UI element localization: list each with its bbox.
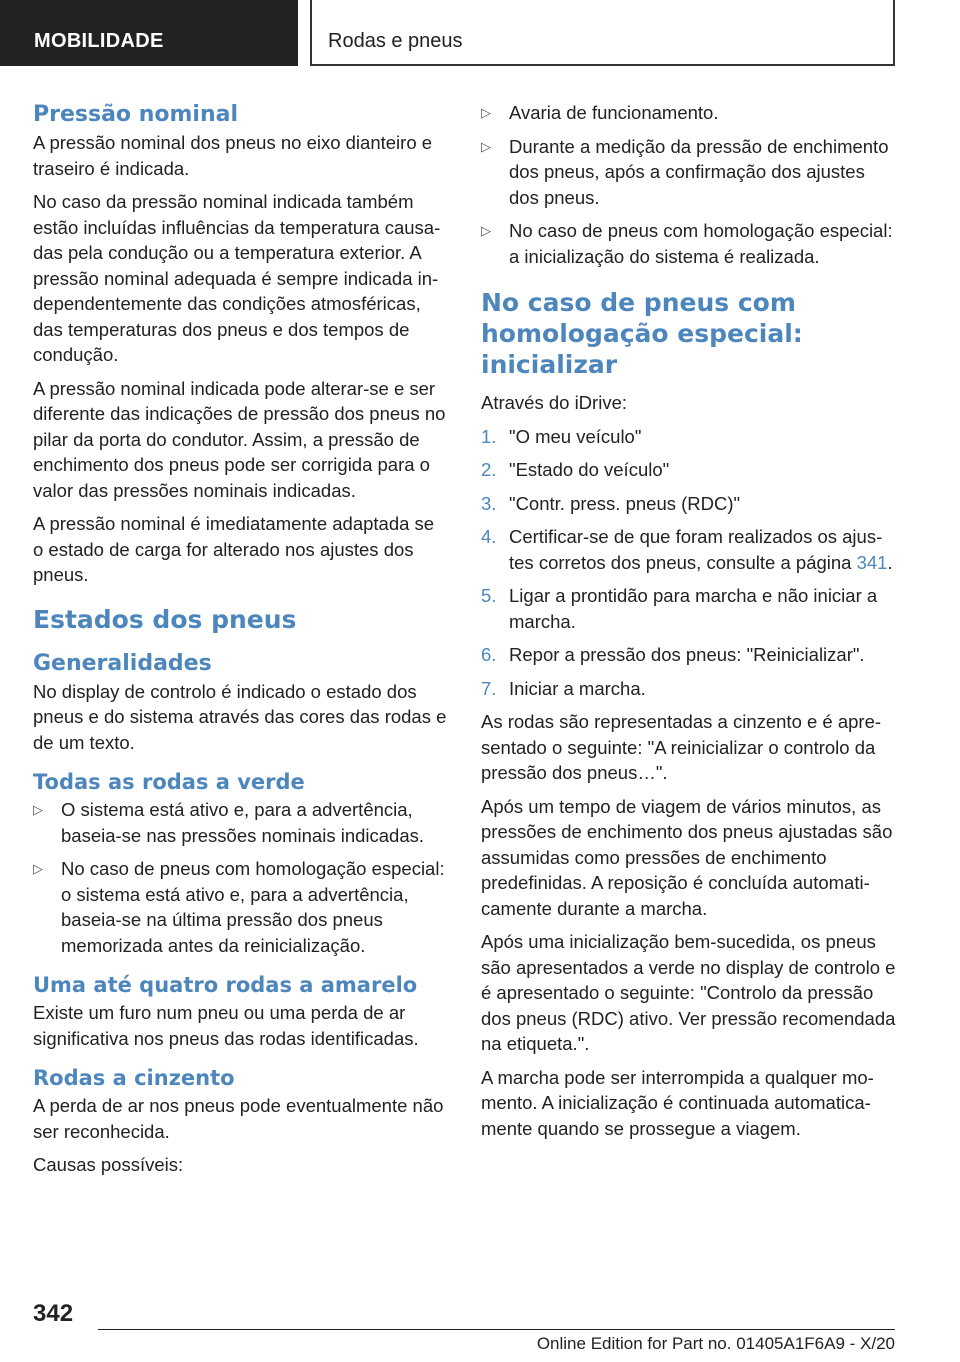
paragraph: Através do iDrive: [481, 392, 627, 413]
section-tab: MOBILIDADE [0, 0, 298, 66]
heading-homologacao-especial: No caso de pneus com homologação especial: inicializar [481, 288, 803, 379]
step-text: "Estado do veículo" [509, 459, 670, 480]
heading-estados-dos-pneus: Estados dos pneus [33, 604, 297, 634]
triangle-right-icon: ▷ [481, 223, 491, 238]
triangle-right-icon: ▷ [33, 861, 43, 876]
bullet-list [33, 797, 448, 958]
step-text: Certificar-se de que foram realizados os ajustes corretos dos pneus, consulte a página [509, 526, 883, 573]
list-item [33, 797, 448, 848]
step-number: 6. [481, 644, 497, 665]
list-item [481, 218, 896, 269]
paragraph: A pressão nominal dos pneus no eixo dianteiro e traseiro é indicada. [33, 132, 433, 179]
step-item [481, 642, 896, 668]
paragraph: No display de controlo é indicado o estado dos pneus e do sistema através das cores das rodas e de um texto. [33, 680, 447, 753]
paragraph: Existe um furo num pneu ou uma perda de ar significativa nos pneus das rodas identificadas. [33, 1002, 419, 1049]
list-item [481, 134, 896, 211]
step-number: 2. [481, 459, 497, 480]
paragraph: A perda de ar nos pneus pode eventualmente não ser reconhecida. [33, 1095, 444, 1142]
footer-edition: Online Edition for Part no. 01405A1F6A9 - X/20 [536, 1334, 895, 1353]
paragraph: No caso da pressão nominal indicada também estão incluídas influências da temperatura causadas pela condução ou a temperatura exterior. A pressão nominal adequada é sempre indicada independentemente das condições atmosféricas, das temperaturas dos pneus e dos tempos de condução. [33, 191, 441, 365]
paragraph: Após uma inicialização bem-sucedida, os pneus são apresentados a verde no display de controlo e é apresentado o seguinte: "Controlo da pressão dos pneus (RDC) ativo. Ver pressão recomendada na etiqueta.". [481, 931, 896, 1054]
step-text: "Contr. press. pneus (RDC)" [509, 492, 741, 514]
step-number: 5. [481, 585, 497, 606]
page-link[interactable]: 341 [856, 551, 888, 573]
steps-list [481, 424, 896, 702]
step-item [481, 491, 896, 517]
step-number: 1. [481, 425, 497, 447]
page-number: 342 [33, 1300, 74, 1327]
step-item [481, 676, 896, 702]
right-column [481, 100, 896, 1149]
paragraph: As rodas são representadas a cinzento e é apresentado o seguinte: "A reinicializar o controlo da pressão dos pneus…". [481, 711, 882, 783]
heading-rodas-verde: Todas as rodas a verde [33, 770, 305, 794]
step-item [481, 583, 896, 634]
step-text: Repor a pressão dos pneus: "Reinicializar". [509, 644, 865, 665]
list-item [481, 100, 896, 126]
step-number: 7. [481, 677, 497, 699]
list-item-text: O sistema está ativo e, para a advertência, baseia-se nas pressões nominais indicadas. [61, 799, 425, 846]
paragraph: A marcha pode ser interrompida a qualquer momento. A inicialização é continuada automaticamente quando se prossegue a viagem. [481, 1066, 874, 1139]
step-text-end: . [887, 551, 893, 573]
list-item-text: Durante a medição da pressão de enchimento dos pneus, após a confirmação dos ajustes dos pneus. [509, 135, 889, 208]
paragraph: A pressão nominal indicada pode alterar-se e ser diferente das indicações de pressão dos pneus no pilar da porta do condutor. Assim, a pressão de enchimento dos pneus pode ser corrigida para o valor das pressões nominais indicadas. [33, 377, 446, 501]
page-header [0, 0, 960, 66]
triangle-right-icon: ▷ [481, 138, 491, 154]
list-item-text: No caso de pneus com homologação especial: a inicialização do sistema é realizada. [509, 220, 893, 267]
bullet-list [481, 100, 896, 269]
footer-divider [98, 1329, 895, 1330]
step-number: 4. [481, 526, 497, 547]
step-item [481, 457, 896, 483]
list-item-text: Avaria de funcionamento. [509, 102, 719, 123]
paragraph: Causas possíveis: [33, 1154, 184, 1175]
triangle-right-icon: ▷ [33, 802, 43, 817]
heading-pressao-nominal: Pressão nominal [33, 102, 238, 127]
step-item [481, 424, 896, 450]
heading-generalidades: Generalidades [33, 650, 212, 676]
step-text: Ligar a prontidão para marcha e não iniciar a marcha. [509, 585, 878, 632]
step-number: 3. [481, 492, 497, 514]
triangle-right-icon: ▷ [481, 105, 491, 120]
list-item [33, 856, 448, 958]
heading-rodas-amarelo: Uma até quatro rodas a amarelo [33, 973, 418, 997]
paragraph: A pressão nominal é imediatamente adaptada se o estado de carga for alterado nos ajustes dos pneus. [33, 513, 435, 585]
step-text: Iniciar a marcha. [509, 677, 646, 699]
left-column [33, 100, 448, 1186]
step-text: "O meu veículo" [509, 425, 642, 447]
step-item [481, 524, 896, 575]
list-item-text: No caso de pneus com homologação especial: o sistema está ativo e, para a advertência, baseia-se na última pressão dos pneus memorizada antes da reinicialização. [61, 858, 445, 956]
heading-rodas-cinzento: Rodas a cinzento [33, 1066, 235, 1090]
chapter-title: Rodas e pneus [310, 0, 895, 66]
paragraph: Após um tempo de viagem de vários minutos, as pressões de enchimento dos pneus ajustadas são assumidas como pressões de enchimento predefinidas. A reposição é concluída automaticamente durante a marcha. [481, 795, 893, 919]
